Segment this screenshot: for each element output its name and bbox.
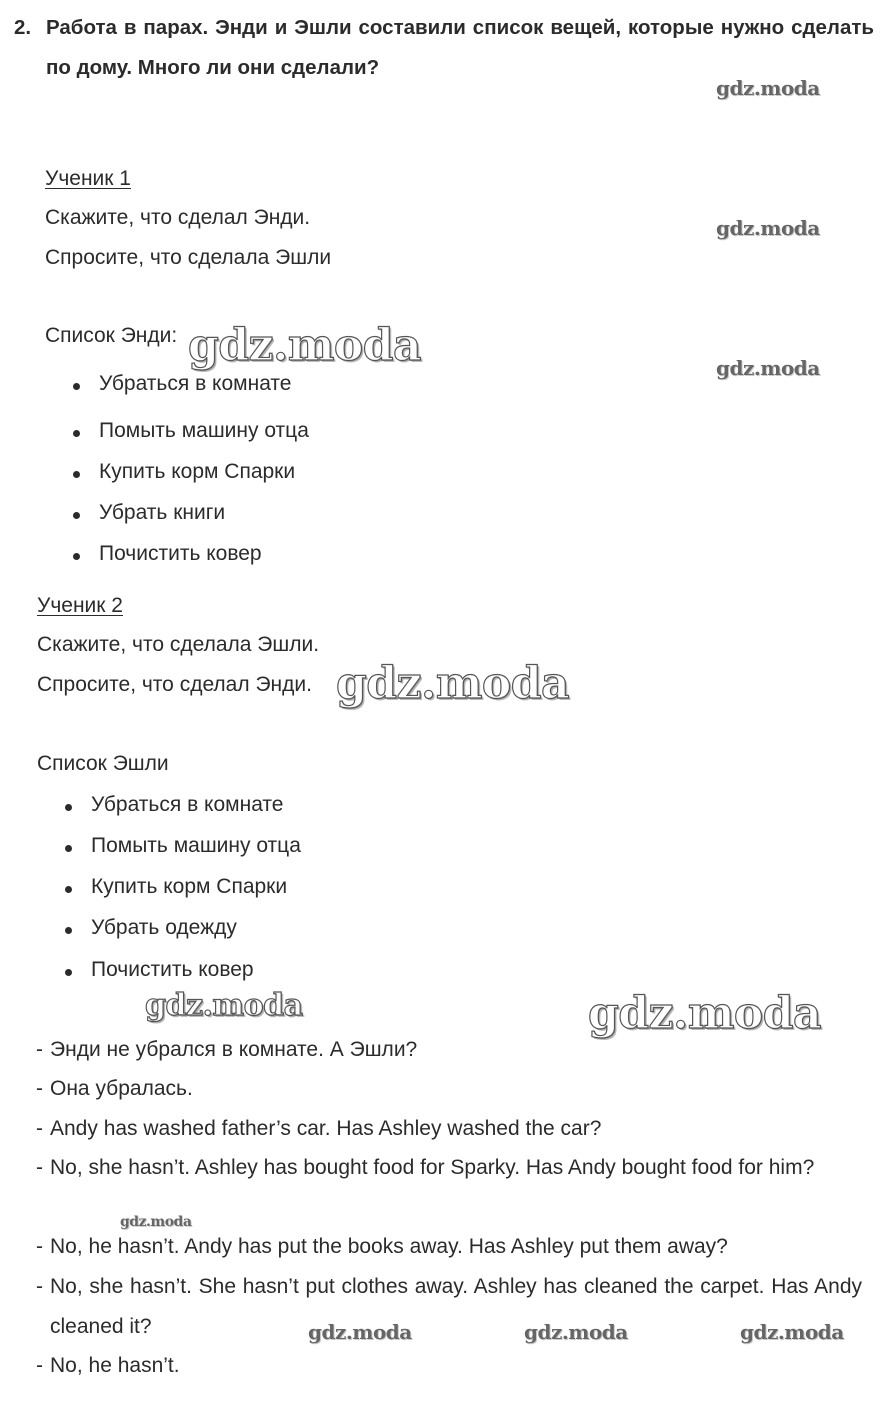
list-item: Почистить ковер: [65, 958, 254, 982]
watermark: gdz.moda: [308, 1320, 412, 1344]
watermark: gdz.moda: [524, 1320, 628, 1344]
list-item: Почистить ковер: [73, 542, 262, 566]
dialogue-line: - No, she hasn’t. She hasn’t put clothes away. Ashley has cleaned the carpet. Has Andy cleaned it?: [36, 1275, 862, 1338]
student1-line2: Спросите, что сделала Эшли: [45, 246, 332, 269]
list-item: Убрать одежду: [65, 916, 237, 940]
list-item: Помыть машину отца: [73, 419, 309, 443]
student2-list-title: Список Эшли: [37, 752, 169, 775]
list-item: Убраться в комнате: [65, 793, 283, 817]
student1-line1: Скажите, что сделал Энди.: [45, 206, 311, 229]
student2-line1: Скажите, что сделала Эшли.: [37, 633, 320, 656]
list-item: Убрать книги: [73, 501, 225, 525]
list-item: Купить корм Спарки: [73, 460, 295, 484]
dialogue-line: - No, she hasn’t. Ashley has bought food for Sparky. Has Andy bought food for him?: [36, 1156, 815, 1179]
watermark: gdz.moda: [188, 320, 422, 371]
watermark: gdz.moda: [716, 216, 820, 240]
list-item: Купить корм Спарки: [65, 875, 287, 899]
student1-list-title: Список Энди:: [45, 324, 178, 347]
dialogue-line: - Энди не убрался в комнате. А Эшли?: [36, 1038, 418, 1061]
dialogue-line: - Andy has washed father’s car. Has Ashley washed the car?: [36, 1117, 602, 1140]
student2-line2: Спросите, что сделал Энди.: [37, 673, 312, 696]
watermark: gdz.moda: [716, 356, 820, 380]
watermark: gdz.moda: [120, 1214, 192, 1230]
student1-heading: Ученик 1: [45, 167, 131, 190]
dialogue-line: - No, he hasn’t. Andy has put the books away. Has Ashley put them away?: [36, 1235, 728, 1258]
watermark: gdz.moda: [740, 1320, 844, 1344]
dialogue-line: - Она убралась.: [36, 1077, 193, 1100]
list-item: Помыть машину отца: [65, 834, 301, 858]
dialogue-line: - No, he hasn’t.: [36, 1354, 180, 1377]
list-item: Убраться в комнате: [73, 372, 291, 396]
task-text: Работа в парах. Энди и Эшли составили список вещей, которые нужно сделать по дому. Много ли они сделали?: [46, 16, 874, 79]
task-number: 2.: [14, 16, 32, 39]
watermark: gdz.moda: [716, 76, 820, 100]
watermark: gdz.moda: [336, 658, 570, 709]
watermark: gdz.moda: [588, 988, 822, 1039]
student2-heading: Ученик 2: [37, 594, 123, 617]
watermark: gdz.moda: [145, 988, 303, 1023]
